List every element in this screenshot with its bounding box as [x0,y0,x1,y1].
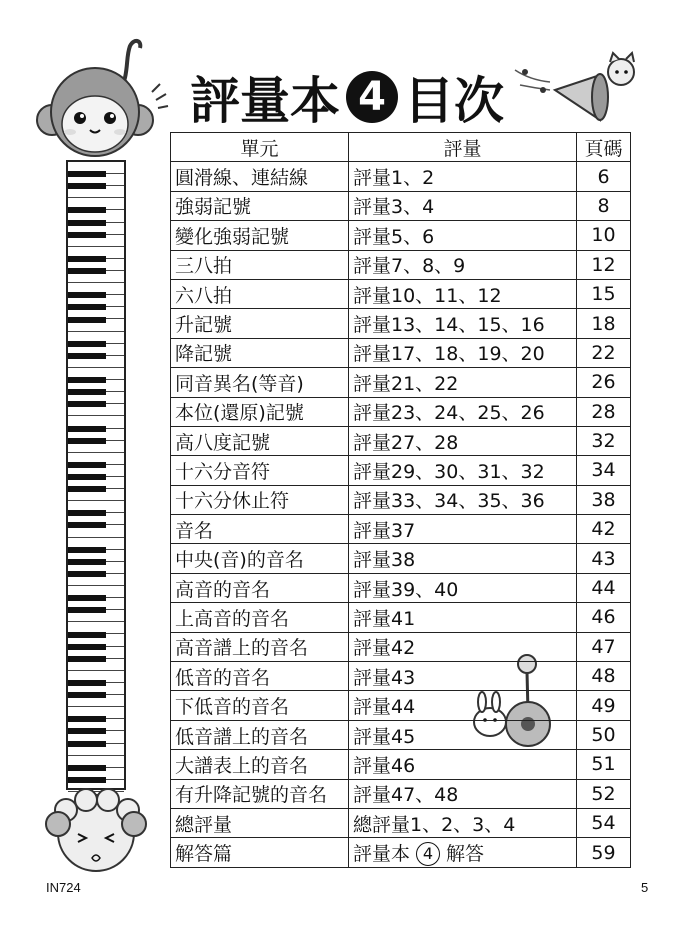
piano-black-key [68,220,106,226]
row-evaluation: 評量27、28 [349,426,577,455]
horn-cat-illustration [505,50,645,130]
row-page: 42 [577,515,631,544]
row-unit: 中央(音)的音名 [171,544,349,573]
table-row [171,397,631,426]
row-page: 52 [577,779,631,808]
piano-black-key [68,716,106,722]
row-evaluation: 評量45 [349,720,577,749]
piano-black-key [68,632,106,638]
row-page: 49 [577,691,631,720]
row-evaluation: 評量42 [349,632,577,661]
row-page: 34 [577,456,631,485]
row-unit: 高音譜上的音名 [171,632,349,661]
piano-black-key [68,304,106,310]
table-row [171,603,631,632]
row-page: 46 [577,603,631,632]
piano-black-key [68,571,106,577]
table-row [171,368,631,397]
piano-black-key [68,765,106,771]
row-evaluation: 評量3、4 [349,191,577,220]
row-evaluation: 總評量1、2、3、4 [349,808,577,837]
table-row [171,779,631,808]
row-page: 59 [577,838,631,867]
row-unit: 高八度記號 [171,426,349,455]
row-evaluation: 評量46 [349,750,577,779]
row-unit: 大譜表上的音名 [171,750,349,779]
piano-black-key [68,644,106,650]
row-unit: 低音的音名 [171,662,349,691]
row-evaluation: 評量33、34、35、36 [349,485,577,514]
row-evaluation: 評量41 [349,603,577,632]
piano-black-key [68,341,106,347]
piano-black-key [68,389,106,395]
row-page: 54 [577,808,631,837]
sheep-illustration [36,778,156,878]
piano-black-key [68,462,106,468]
piano-black-key [68,232,106,238]
table-row [171,573,631,602]
piano-black-key [68,268,106,274]
row-evaluation: 評量7、8、9 [349,250,577,279]
piano-black-key [68,353,106,359]
row-unit: 十六分音符 [171,456,349,485]
answer-number-badge: 4 [416,842,440,866]
piano-black-key [68,656,106,662]
row-evaluation: 評量1、2 [349,162,577,191]
row-page: 12 [577,250,631,279]
table-row [171,720,631,749]
row-evaluation: 評量39、40 [349,573,577,602]
row-page: 44 [577,573,631,602]
row-page: 50 [577,720,631,749]
row-unit: 圓滑線、連結線 [171,162,349,191]
table-row [171,838,631,867]
row-page: 51 [577,750,631,779]
piano-black-key [68,595,106,601]
piano-black-key [68,486,106,492]
row-evaluation: 評量38 [349,544,577,573]
row-page: 18 [577,309,631,338]
row-unit: 十六分休止符 [171,485,349,514]
table-row [171,515,631,544]
piano-black-key [68,426,106,432]
row-page: 32 [577,426,631,455]
row-unit: 變化強弱記號 [171,221,349,250]
row-evaluation: 評量21、22 [349,368,577,397]
row-page: 6 [577,162,631,191]
row-evaluation: 評量10、11、12 [349,279,577,308]
row-unit: 總評量 [171,808,349,837]
table-row [171,338,631,367]
piano-black-key [68,171,106,177]
table-row [171,632,631,661]
table-row [171,485,631,514]
row-evaluation: 評量37 [349,515,577,544]
row-page: 22 [577,338,631,367]
row-page: 28 [577,397,631,426]
row-unit: 高音的音名 [171,573,349,602]
piano-black-key [68,547,106,553]
row-evaluation [349,838,577,867]
page-number: 5 [641,880,649,895]
row-unit: 三八拍 [171,250,349,279]
row-page: 15 [577,279,631,308]
row-evaluation: 評量5、6 [349,221,577,250]
row-unit: 升記號 [171,309,349,338]
piano-black-key [68,474,106,480]
piano-black-key [68,741,106,747]
piano-black-key [68,317,106,323]
piano-black-key [68,207,106,213]
piano-black-key [68,292,106,298]
table-row [171,221,631,250]
toc-table [170,132,631,868]
title-number-badge: 4 [346,71,398,123]
piano-black-key [68,377,106,383]
row-page: 47 [577,632,631,661]
row-unit: 解答篇 [171,838,349,867]
table-row [171,544,631,573]
row-page: 10 [577,221,631,250]
row-evaluation: 評量17、18、19、20 [349,338,577,367]
piano-keyboard [66,160,126,790]
piano-black-key [68,438,106,444]
piano-black-key [68,728,106,734]
piano-black-key [68,680,106,686]
title-suffix: 目次 [404,72,504,130]
row-unit: 有升降記號的音名 [171,779,349,808]
table-row [171,426,631,455]
row-unit: 下低音的音名 [171,691,349,720]
row-unit: 本位(還原)記號 [171,397,349,426]
answer-prefix: 評量本 [353,842,411,865]
row-unit: 音名 [171,515,349,544]
table-row [171,309,631,338]
table-row [171,456,631,485]
row-unit: 六八拍 [171,279,349,308]
table-row [171,191,631,220]
row-page: 8 [577,191,631,220]
table-row [171,162,631,191]
piano-black-key [68,607,106,613]
row-evaluation: 評量13、14、15、16 [349,309,577,338]
piano-black-key [68,559,106,565]
piano-black-key [68,510,106,516]
row-page: 43 [577,544,631,573]
book-code: IN724 [46,880,81,895]
row-page: 26 [577,368,631,397]
piano-black-key [68,522,106,528]
row-unit: 上高音的音名 [171,603,349,632]
piano-black-key [68,256,106,262]
header-unit: 單元 [171,133,349,162]
table-row [171,662,631,691]
row-evaluation: 評量29、30、31、32 [349,456,577,485]
table-row [171,279,631,308]
monkey-illustration [30,34,180,169]
table-row [171,808,631,837]
toc-header-row [171,133,631,162]
table-row [171,750,631,779]
row-evaluation: 評量43 [349,662,577,691]
row-unit: 強弱記號 [171,191,349,220]
row-evaluation: 評量47、48 [349,779,577,808]
row-page: 48 [577,662,631,691]
row-unit: 同音異名(等音) [171,368,349,397]
title-prefix: 評量本 [190,72,340,130]
table-row [171,250,631,279]
table-row [171,691,631,720]
row-unit: 低音譜上的音名 [171,720,349,749]
page-title [190,62,504,132]
row-unit: 降記號 [171,338,349,367]
piano-black-key [68,183,106,189]
piano-black-key [68,692,106,698]
piano-black-key [68,401,106,407]
row-evaluation: 評量23、24、25、26 [349,397,577,426]
header-evaluation: 評量 [349,133,577,162]
header-page: 頁碼 [577,133,631,162]
row-evaluation: 評量44 [349,691,577,720]
answer-suffix: 解答 [446,842,485,865]
row-page: 38 [577,485,631,514]
